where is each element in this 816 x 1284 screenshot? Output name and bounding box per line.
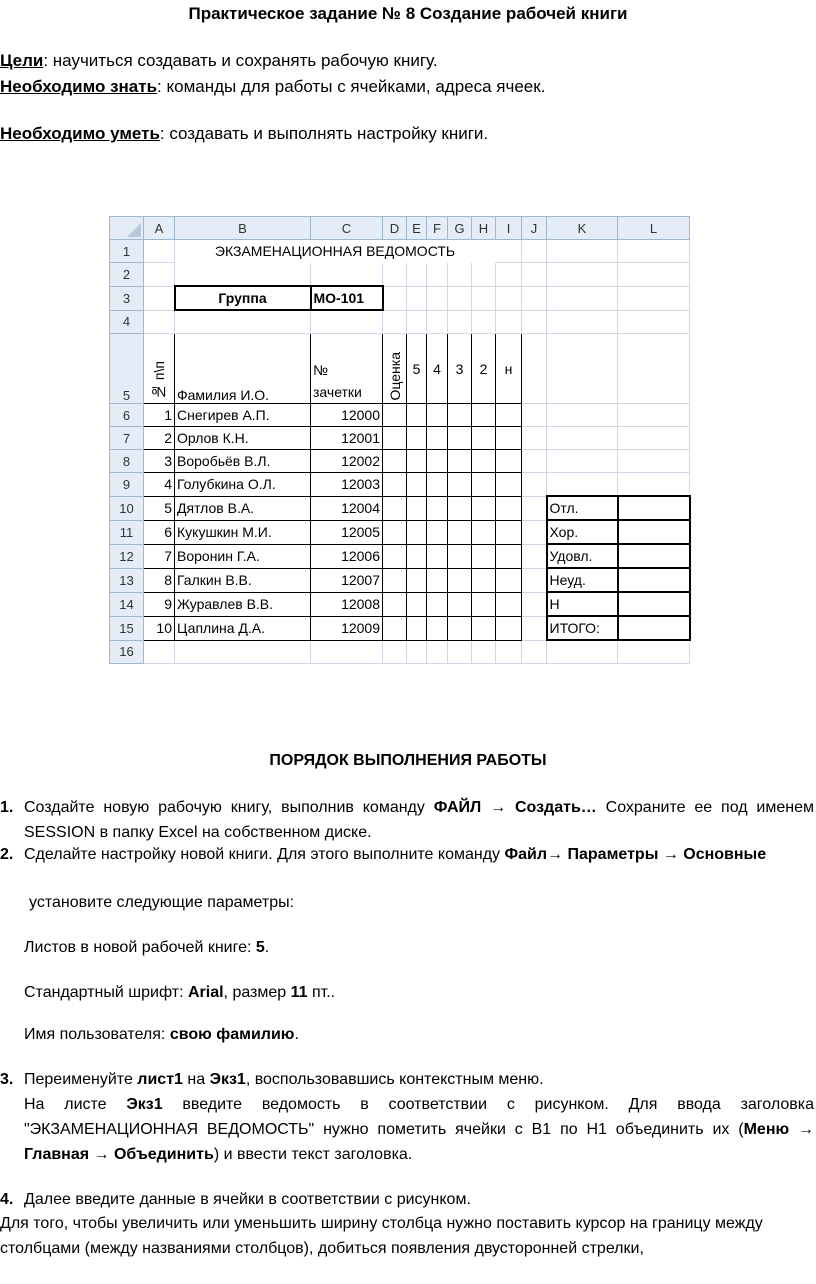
grade-cell (472, 592, 496, 616)
skill-text: : создавать и выполнять настройку книги. (159, 124, 489, 143)
student-id: 12007 (311, 568, 383, 592)
step-4-detail: Для того, чтобы увеличить или уменьшить ширину столбца нужно поставить курсор на границу между столбцами (между названиями столбцов), добиться появления двусторонней стрелки, (0, 1215, 763, 1257)
sheet-row-2 (110, 263, 690, 287)
grade-cell (472, 473, 496, 497)
step-4-text: Далее введите данные в ячейки в соответствии с рисунком. (24, 1191, 471, 1208)
student-id: 12005 (311, 520, 383, 544)
sheet-row-1 (110, 240, 690, 263)
head-name-cell: Фамилия И.О. (175, 334, 311, 404)
sheet-row-16 (110, 640, 690, 664)
summary-label: Хор. (547, 520, 618, 544)
param-sheets: Листов в новой рабочей книге: 5. (24, 939, 270, 956)
row-header: 16 (110, 640, 144, 664)
student-name: Журавлев В.В. (175, 592, 311, 616)
skill-label: Необходимо уметь (0, 124, 160, 143)
know-text: : команды для работы с ячейками, адреса ячеек. (157, 77, 546, 96)
table-row (110, 592, 690, 616)
grade-cell (472, 568, 496, 592)
col-header-k: K (547, 217, 618, 240)
grade-cell (496, 544, 522, 568)
grade-cell (496, 616, 522, 640)
row-header: 3 (110, 286, 144, 310)
table-row (110, 520, 690, 544)
col-header-b: B (175, 217, 311, 240)
row-header: 6 (110, 404, 144, 427)
table-row (110, 473, 690, 497)
student-id: 12000 (311, 404, 383, 427)
grade-cell (472, 544, 496, 568)
head-num-cell (144, 334, 175, 404)
col-header-j: J (522, 217, 547, 240)
summary-label: Н (547, 592, 618, 616)
grade-cell (383, 592, 407, 616)
table-row (110, 450, 690, 473)
grade-cell (496, 473, 522, 497)
grade-cell (407, 520, 427, 544)
grade-cell (448, 496, 472, 520)
grade-cell (427, 568, 448, 592)
goals-text: : научиться создавать и сохранять рабочую книгу. (43, 51, 438, 70)
grade-cell (448, 520, 472, 544)
grade-cell (427, 544, 448, 568)
head-g2: 2 (472, 334, 496, 404)
student-number: 3 (144, 450, 175, 473)
summary-value (618, 568, 690, 592)
table-row (110, 496, 690, 520)
table-row (110, 568, 690, 592)
row-header: 4 (110, 310, 144, 334)
student-name: Голубкина О.Л. (175, 473, 311, 497)
grade-cell (427, 616, 448, 640)
student-name: Кукушкин М.И. (175, 520, 311, 544)
head-gn: н (496, 334, 522, 404)
goals-line (0, 51, 438, 71)
sheet-row-4 (110, 310, 690, 334)
select-all-corner (110, 217, 144, 240)
summary-value (618, 496, 690, 520)
student-id: 12009 (311, 616, 383, 640)
row-header: 2 (110, 263, 144, 287)
grade-cell (496, 520, 522, 544)
student-number: 1 (144, 404, 175, 427)
grade-cell (383, 473, 407, 497)
summary-value (618, 544, 690, 568)
student-name: Снегирев А.П. (175, 404, 311, 427)
head-grade: Оценка (386, 351, 403, 400)
grade-cell (427, 404, 448, 427)
section-title: ПОРЯДОК ВЫПОЛНЕНИЯ РАБОТЫ (269, 752, 547, 769)
grade-cell (427, 450, 448, 473)
grade-cell (383, 616, 407, 640)
row-header: 5 (110, 334, 144, 404)
row-header: 8 (110, 450, 144, 473)
student-rows (110, 404, 690, 641)
col-header-i: I (496, 217, 522, 240)
grade-cell (448, 450, 472, 473)
head-g4: 4 (427, 334, 448, 404)
step-3-number: 3. (0, 1071, 14, 1088)
grade-cell (448, 427, 472, 450)
student-number: 5 (144, 496, 175, 520)
summary-label: Неуд. (547, 568, 618, 592)
table-row (110, 616, 690, 640)
student-number: 8 (144, 568, 175, 592)
grade-cell (383, 544, 407, 568)
grade-cell (407, 496, 427, 520)
sheet-title-cell: ЭКЗАМЕНАЦИОННАЯ ВЕДОМОСТЬ (175, 240, 496, 263)
col-header-e: E (407, 217, 427, 240)
student-number: 4 (144, 473, 175, 497)
grade-cell (383, 568, 407, 592)
head-num: № п\п (151, 361, 167, 400)
spreadsheet-grid (109, 216, 691, 664)
col-header-l: L (618, 217, 690, 240)
grade-cell (427, 520, 448, 544)
goals-label: Цели (0, 51, 44, 70)
spreadsheet-figure (109, 216, 709, 660)
param-font: Стандартный шрифт: Arial, размер 11 пт.. (24, 984, 336, 1001)
grade-cell (496, 427, 522, 450)
table-row (110, 404, 690, 427)
grade-cell (407, 427, 427, 450)
group-value-cell: МО-101 (311, 286, 383, 310)
step-4-number: 4. (0, 1191, 14, 1208)
step-1-text: Создайте новую рабочую книгу, выполнив команду ФАЙЛ → Создать… Сохраните ее под именем SESSION в папку Excel на собственном диске. (24, 799, 814, 841)
row-header: 1 (110, 240, 144, 263)
student-number: 6 (144, 520, 175, 544)
student-id: 12003 (311, 473, 383, 497)
student-name: Воробьёв В.Л. (175, 450, 311, 473)
grade-cell (383, 450, 407, 473)
col-header-a: A (144, 217, 175, 240)
summary-value (618, 616, 690, 640)
grade-cell (448, 404, 472, 427)
grade-cell (472, 496, 496, 520)
grade-cell (448, 473, 472, 497)
student-number: 9 (144, 592, 175, 616)
col-header-h: H (472, 217, 496, 240)
col-header-g: G (448, 217, 472, 240)
student-number: 2 (144, 427, 175, 450)
summary-value (618, 520, 690, 544)
grade-cell (407, 473, 427, 497)
grade-cell (383, 496, 407, 520)
col-header-d: D (383, 217, 407, 240)
grade-cell (496, 568, 522, 592)
step-1-number: 1. (0, 799, 14, 816)
summary-label: Отл. (547, 496, 618, 520)
head-g3: 3 (448, 334, 472, 404)
summary-value (618, 592, 690, 616)
step-2-sub: установите следующие параметры: (29, 894, 295, 911)
column-header-row (110, 217, 690, 240)
grade-cell (407, 404, 427, 427)
grade-cell (448, 568, 472, 592)
grade-cell (496, 592, 522, 616)
grade-cell (407, 450, 427, 473)
grade-cell (407, 592, 427, 616)
grade-cell (383, 427, 407, 450)
grade-cell (427, 473, 448, 497)
table-row (110, 427, 690, 450)
row-header: 9 (110, 473, 144, 497)
grade-cell (448, 592, 472, 616)
summary-label: ИТОГО: (547, 616, 618, 640)
table-row (110, 544, 690, 568)
student-id: 12008 (311, 592, 383, 616)
student-id: 12004 (311, 496, 383, 520)
row-header: 14 (110, 592, 144, 616)
col-header-f: F (427, 217, 448, 240)
student-id: 12001 (311, 427, 383, 450)
row-header: 11 (110, 520, 144, 544)
grade-cell (427, 427, 448, 450)
grade-cell (407, 616, 427, 640)
student-number: 10 (144, 616, 175, 640)
student-name: Орлов К.Н. (175, 427, 311, 450)
grade-cell (407, 544, 427, 568)
student-name: Галкин В.В. (175, 568, 311, 592)
know-label: Необходимо знать (0, 77, 158, 96)
sheet-row-5 (110, 334, 690, 404)
row-header: 10 (110, 496, 144, 520)
grade-cell (472, 450, 496, 473)
row-header: 13 (110, 568, 144, 592)
step-2-text: Сделайте настройку новой книги. Для этого выполните команду Файл→ Параметры → Основные (24, 846, 767, 863)
grade-cell (427, 496, 448, 520)
grade-cell (472, 520, 496, 544)
row-header: 12 (110, 544, 144, 568)
col-header-c: C (311, 217, 383, 240)
row-header: 15 (110, 616, 144, 640)
param-user: Имя пользователя: свою фамилию. (24, 1026, 299, 1043)
grade-cell (472, 616, 496, 640)
grade-cell (448, 544, 472, 568)
student-name: Воронин Г.А. (175, 544, 311, 568)
grade-cell (496, 450, 522, 473)
head-grade-cell (383, 334, 407, 404)
grade-cell (383, 520, 407, 544)
sheet-row-3 (110, 286, 690, 310)
student-name: Цаплина Д.А. (175, 616, 311, 640)
step-3-detail-text: На листе Экз1 введите ведомость в соответствии с рисунком. Для ввода заголовка "ЭКЗАМЕНАЦИОННАЯ ВЕДОМОСТЬ" нужно пометить ячейки с B1 по H1 объединить их (Меню → Главная → Объединить) и ввести текст заголовка. (24, 1096, 815, 1163)
know-line (0, 77, 545, 97)
student-name: Дятлов В.А. (175, 496, 311, 520)
grade-cell (472, 404, 496, 427)
grade-cell (448, 616, 472, 640)
skill-line (0, 124, 488, 144)
step-2-number: 2. (0, 846, 14, 863)
grade-cell (472, 427, 496, 450)
page-title: Практическое задание № 8 Создание рабочей книги (188, 4, 628, 23)
group-label-cell: Группа (175, 286, 311, 310)
grade-cell (407, 568, 427, 592)
head-g5: 5 (407, 334, 427, 404)
student-id: 12002 (311, 450, 383, 473)
step-3-text: Переименуйте лист1 на Экз1, воспользовавшись контекстным меню. (24, 1071, 544, 1088)
student-id: 12006 (311, 544, 383, 568)
grade-cell (496, 496, 522, 520)
summary-label: Удовл. (547, 544, 618, 568)
head-id-cell: № зачетки (311, 334, 383, 404)
student-number: 7 (144, 544, 175, 568)
row-header: 7 (110, 427, 144, 450)
grade-cell (427, 592, 448, 616)
grade-cell (383, 404, 407, 427)
grade-cell (496, 404, 522, 427)
